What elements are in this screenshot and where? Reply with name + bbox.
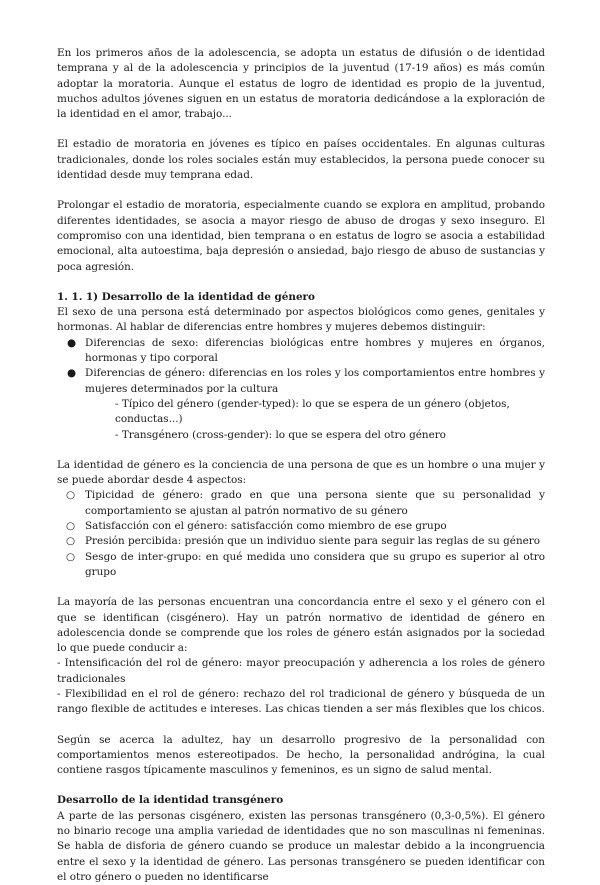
paragraph-identity-intro: La identidad de género es la conciencia de una persona de que es un hombre o una mujer y se puede abordar desde 4 aspectos: bbox=[57, 458, 545, 487]
section-heading-gender-identity: 1. 1. 1) Desarrollo de la identidad de género bbox=[57, 290, 315, 303]
list-item bbox=[57, 519, 545, 534]
circle-bullet-icon: ○ bbox=[66, 535, 76, 548]
paragraph-sex-definition: El sexo de una persona está determinado por aspectos biológicos como genes, genitales y hormonas. Al hablar de diferencias entre hombres y mujeres debemos distinguir: bbox=[57, 306, 545, 334]
difference-list bbox=[57, 336, 545, 397]
list-item: - Típico del género (gender-typed): lo que se espera de un género (objetos, conductas...) bbox=[115, 397, 510, 426]
list-item-text: Satisfacción con el género: satisfacción como miembro de ese grupo bbox=[85, 520, 447, 533]
list-item bbox=[57, 550, 545, 581]
circle-bullet-icon: ○ bbox=[66, 489, 76, 502]
list-item-text: Presión percibida: presión que un individuo siente para seguir las reglas de su género bbox=[85, 535, 541, 548]
list-item-text: Sesgo de inter-grupo: en qué medida uno considera que su grupo es superior al otro grupo bbox=[85, 550, 545, 578]
list-item bbox=[57, 534, 545, 549]
aspects-list bbox=[57, 488, 545, 580]
list-item: - Intensificación del rol de género: mayor preocupación y adherencia a los roles de género tradicionales bbox=[57, 657, 545, 685]
list-item: - Flexibilidad en el rol de género: rechazo del rol tradicional de género y búsqueda de un rango flexible de actitudes e intereses. Las chicas tienden a ser más flexibles que los chicos. bbox=[57, 687, 545, 716]
disc-bullet-icon: ● bbox=[67, 336, 77, 349]
list-item-text: Diferencias de sexo: diferencias biológicas entre hombres y mujeres en órganos, hormonas y tipo corporal bbox=[85, 336, 545, 365]
list-item bbox=[57, 336, 545, 367]
list-item-text: Tipicidad de género: grado en que una persona siente que su personalidad y comportamiento se ajustan al patrón normativo de su género bbox=[85, 489, 545, 517]
list-item bbox=[57, 488, 545, 519]
circle-bullet-icon: ○ bbox=[66, 550, 76, 563]
paragraph-moratoria-culture: El estadio de moratoria en jóvenes es típico en países occidentales. En algunas culturas tradicionales, donde los roles sociales están muy establecidos, la persona puede conocer su identidad desde muy temprana edad. bbox=[57, 138, 545, 182]
section-heading-transgender: Desarrollo de la identidad transgénero bbox=[57, 794, 284, 807]
paragraph-transgender: A parte de las personas cisgénero, existen las personas transgénero (0,3-0,5%). El género no binario recoge una amplia variedad de identidades que no son masculinas ni femeninas. Se habla de disforia de género cuando se produce un malestar debido a la incongruencia entre el sexo y la identidad de género. Las personas transgénero se pueden identificar con el otro género o pueden no identificarse bbox=[57, 809, 545, 883]
list-item bbox=[57, 366, 545, 397]
disc-bullet-icon: ● bbox=[67, 367, 77, 380]
circle-bullet-icon: ○ bbox=[66, 520, 76, 533]
paragraph-moratoria-risk: Prolongar el estadio de moratoria, especialmente cuando se explora en amplitud, probando diferentes identidades, se asocia a mayor riesgo de abuso de drogas y sexo inseguro. El compromiso con una identidad, bien temprana o en estatus de logro se asocia a estabilidad emocional, alta autoestima, baja depresión o ansiedad, bajo riesgo de abuso de sustancias y poca agresión. bbox=[57, 199, 545, 273]
paragraph-cisgender-pattern: La mayoría de las personas encuentran una concordancia entre el sexo y el género con el que se identifican (cisgénero). Hay un patrón normativo de identidad de género en adolescencia donde se comprende que los roles de género están asignados por la sociedad lo que puede conducir a: bbox=[57, 596, 545, 655]
paragraph-adulthood: Según se acerca la adultez, hay un desarrollo progresivo de la personalidad con comportamientos menos estereotipados. De hecho, la personalidad andrógina, la cual contiene rasgos típicamente masculinos y femeninos, es un signo de salud mental. bbox=[57, 733, 545, 777]
list-item: - Transgénero (cross-gender): lo que se espera del otro género bbox=[115, 428, 446, 441]
list-item-text: Diferencias de género: diferencias en los roles y los comportamientos entre hombres y mujeres determinados por la cultura bbox=[85, 367, 545, 395]
document-page bbox=[57, 46, 545, 885]
paragraph-adolescence-status: En los primeros años de la adolescencia, se adopta un estatus de difusión o de identidad temprana y al de la adolescencia y principios de la juventud (17-19 años) es más común adoptar la moratoria. Aunque el estatus de logro de identidad es propio de la juventud, muchos adultos jóvenes siguen en un estatus de moratoria dedicándose a la exploración de la identidad en el amor, trabajo... bbox=[57, 47, 545, 121]
gender-sublist bbox=[57, 397, 545, 443]
role-list bbox=[57, 656, 545, 717]
